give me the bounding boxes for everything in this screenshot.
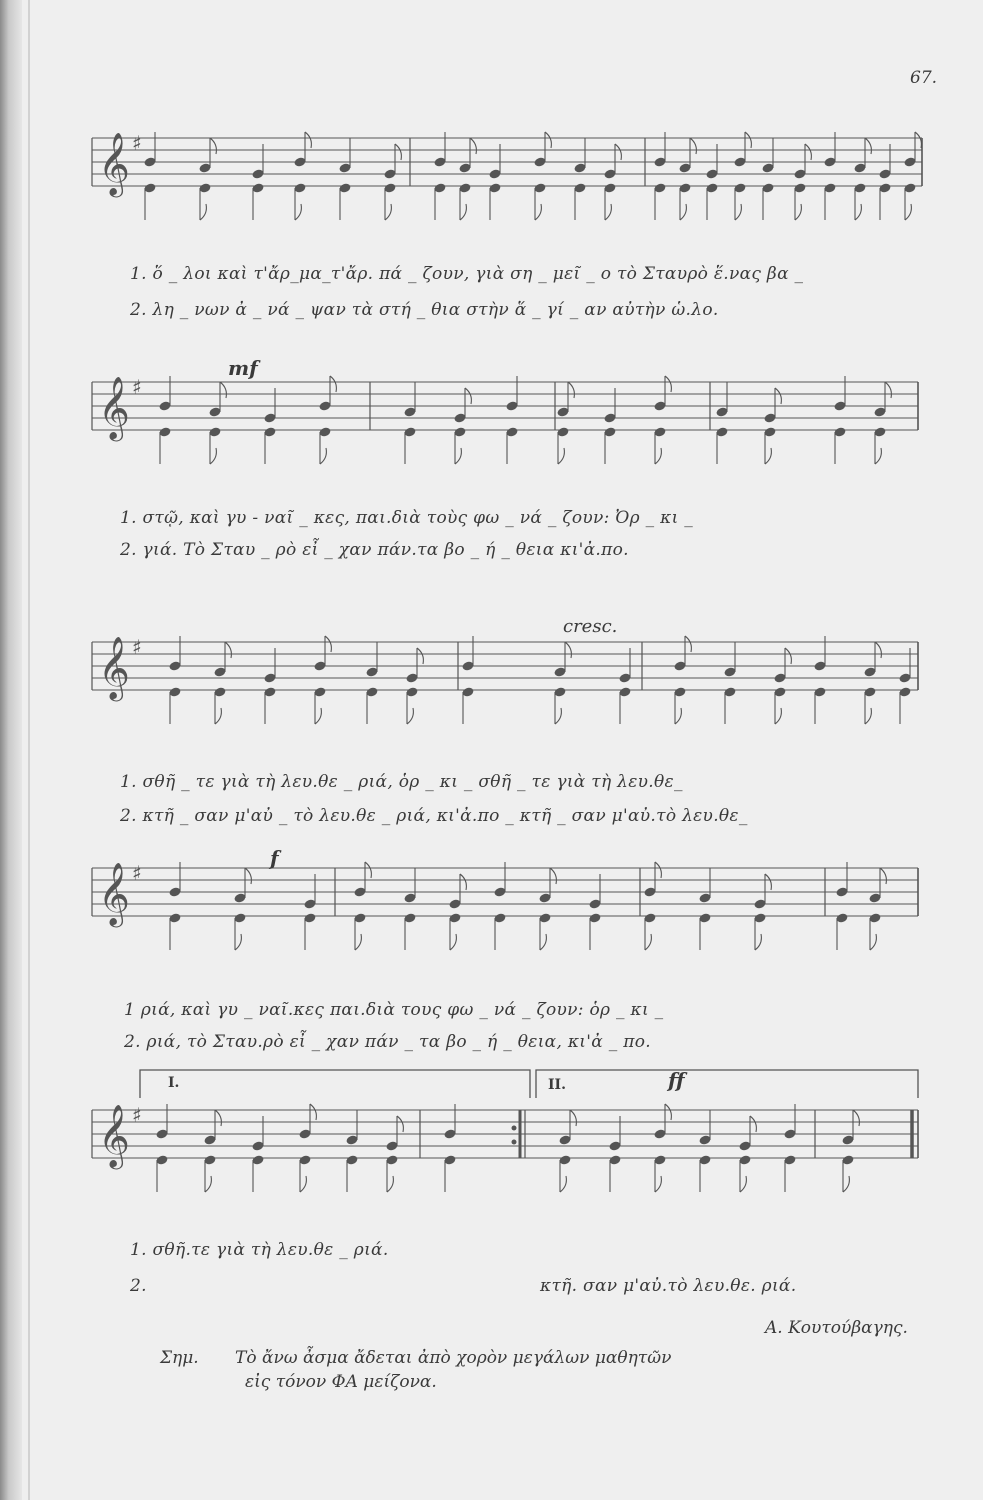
note-flag — [690, 138, 696, 154]
note-flag — [765, 448, 771, 464]
note-flag — [570, 1110, 576, 1126]
repeat-dot — [512, 1140, 517, 1145]
volta-second-label: II. — [548, 1077, 566, 1093]
note-flag — [407, 708, 413, 724]
note-flag — [558, 448, 564, 464]
note-flag — [465, 388, 471, 404]
lyrics-system2-verse2: 2. γιά. Τὸ Σταυ _ ρὸ εἶ _ χαν πάν.τα βο _ ή _ θεια κι'ἀ.πο. — [120, 540, 629, 560]
note-flag — [200, 204, 206, 220]
note-flag — [805, 144, 811, 160]
volta-bracket-second — [536, 1070, 918, 1098]
note-flag — [785, 648, 791, 664]
note-flag — [535, 204, 541, 220]
sharp-icon: ♯ — [132, 375, 142, 399]
note-flag — [605, 204, 611, 220]
note-flag — [305, 132, 311, 148]
note-flag — [655, 448, 661, 464]
note-flag — [680, 204, 686, 220]
note-flag — [470, 138, 476, 154]
note-flag — [365, 862, 371, 878]
treble-clef-icon: 𝄞 — [98, 1104, 130, 1167]
note-flag — [417, 648, 423, 664]
treble-clef-icon: 𝄞 — [98, 636, 130, 699]
note-flag — [387, 1176, 393, 1192]
note-flag — [225, 642, 231, 658]
lyrics-system3-verse1: 1. σθῆ _ τε γιὰ τὴ λευ.θε _ ριά, ὁρ _ κι _ σθῆ _ τε γιὰ τὴ λευ.θε_ — [120, 772, 683, 792]
page-number: 67. — [910, 68, 938, 88]
note-flag — [455, 448, 461, 464]
note-flag — [740, 1176, 746, 1192]
dynamic-f: f — [270, 846, 279, 870]
note-flag — [875, 642, 881, 658]
note-flag — [245, 868, 251, 884]
note-flag — [745, 132, 751, 148]
note-flag — [310, 1104, 316, 1120]
note-flag — [550, 868, 556, 884]
lyrics-system1-verse1: 1. ὅ _ λοι καὶ τ'ἄρ_μα_τ'ἄρ. πά _ ζουν, γιὰ ση _ μεῖ _ ο τὸ Σταυρὸ ἕ.νας βα _ — [130, 264, 804, 284]
sharp-icon: ♯ — [132, 861, 142, 885]
note-flag — [875, 448, 881, 464]
volta-first-label: I. — [168, 1075, 180, 1091]
note-flag — [330, 376, 336, 392]
note-flag — [325, 636, 331, 652]
note-flag — [460, 204, 466, 220]
lyrics-system3-verse2: 2. κτῆ _ σαν μ'αὐ _ τὸ λευ.θε _ ριά, κι'ἀ.πο _ κτῆ _ σαν μ'αὐ.τὸ λευ.θε_ — [120, 806, 748, 826]
volta-bracket-first — [140, 1070, 530, 1098]
lyrics-system4-verse1: 1 ριά, καὶ γυ _ ναῖ.κες παι.διὰ τους φω _ νά _ ζουν: ὁρ _ κι _ — [124, 1000, 664, 1020]
note-flag — [775, 388, 781, 404]
sharp-icon: ♯ — [132, 635, 142, 659]
note-flag — [205, 1176, 211, 1192]
sharp-icon: ♯ — [132, 131, 142, 155]
lyrics-system5-verse2: κτῆ. σαν μ'αὐ.τὸ λευ.θε. ριά. — [540, 1276, 797, 1296]
note-flag — [615, 144, 621, 160]
note-flag — [665, 1104, 671, 1120]
note-flag — [555, 708, 561, 724]
note-flag — [675, 708, 681, 724]
note-flag — [870, 934, 876, 950]
dynamic-cresc: cresc. — [563, 616, 618, 637]
note-flag — [210, 448, 216, 464]
note-flag — [460, 874, 466, 890]
note-flag — [215, 1110, 221, 1126]
note-flag — [385, 204, 391, 220]
footnote-label: Σημ. — [160, 1348, 199, 1368]
note-flag — [865, 138, 871, 154]
note-flag — [855, 204, 861, 220]
note-flag — [843, 1176, 849, 1192]
repeat-dot — [512, 1126, 517, 1131]
note-flag — [685, 636, 691, 652]
note-flag — [397, 1116, 403, 1132]
note-flag — [905, 204, 911, 220]
lyrics-system2-verse1: 1. στῷ, καὶ γυ - ναῖ _ κες, παι.διὰ τοὺς φω _ νά _ ζουν: Ὀρ _ κι _ — [120, 508, 694, 528]
note-flag — [545, 132, 551, 148]
treble-clef-icon: 𝄞 — [98, 862, 130, 925]
lyrics-system4-verse2: 2. ριά, τὸ Σταυ.ρὸ εἶ _ χαν πάν _ τα βο _ ή _ θεια, κι'ἀ _ πο. — [124, 1032, 651, 1052]
note-flag — [755, 934, 761, 950]
note-flag — [765, 874, 771, 890]
lyrics-system5-verse2-label: 2. — [130, 1276, 147, 1296]
note-flag — [645, 934, 651, 950]
note-flag — [655, 1176, 661, 1192]
note-flag — [395, 144, 401, 160]
note-flag — [915, 132, 921, 148]
treble-clef-icon: 𝄞 — [98, 376, 130, 439]
note-flag — [568, 382, 574, 398]
note-flag — [795, 204, 801, 220]
note-flag — [355, 934, 361, 950]
note-flag — [220, 382, 226, 398]
note-flag — [235, 934, 241, 950]
note-flag — [315, 708, 321, 724]
note-flag — [565, 642, 571, 658]
note-flag — [880, 868, 886, 884]
dynamic-mf: mf — [228, 356, 258, 380]
note-flag — [450, 934, 456, 950]
note-flag — [750, 1116, 756, 1132]
note-flag — [320, 448, 326, 464]
note-flag — [560, 1176, 566, 1192]
note-flag — [215, 708, 221, 724]
note-flag — [865, 708, 871, 724]
note-flag — [655, 862, 661, 878]
note-flag — [885, 382, 891, 398]
note-flag — [665, 376, 671, 392]
treble-clef-icon: 𝄞 — [98, 132, 130, 195]
sharp-icon: ♯ — [132, 1103, 142, 1127]
note-flag — [210, 138, 216, 154]
footnote-line2: εἰς τόνον ΦΑ μείζονα. — [245, 1372, 437, 1392]
note-flag — [295, 204, 301, 220]
note-flag — [300, 1176, 306, 1192]
footnote-line1: Τὸ ἄνω ἆσμα ἄδεται ἀπὸ χορὸν μεγάλων μαθητῶν — [235, 1348, 672, 1368]
note-flag — [775, 708, 781, 724]
note-flag — [735, 204, 741, 220]
note-flag — [853, 1110, 859, 1126]
author-signature: Α. Κουτούβαγης. — [765, 1318, 908, 1338]
note-flag — [540, 934, 546, 950]
lyrics-system5-verse1: 1. σθῆ.τε γιὰ τὴ λευ.θε _ ριά. — [130, 1240, 389, 1260]
lyrics-system1-verse2: 2. λη _ νων ἀ _ νά _ ψαν τὰ στή _ θια στὴν ἅ _ γί _ αν αὐτὴν ὡ.λο. — [130, 300, 719, 320]
dynamic-ff: ff — [668, 1068, 685, 1092]
